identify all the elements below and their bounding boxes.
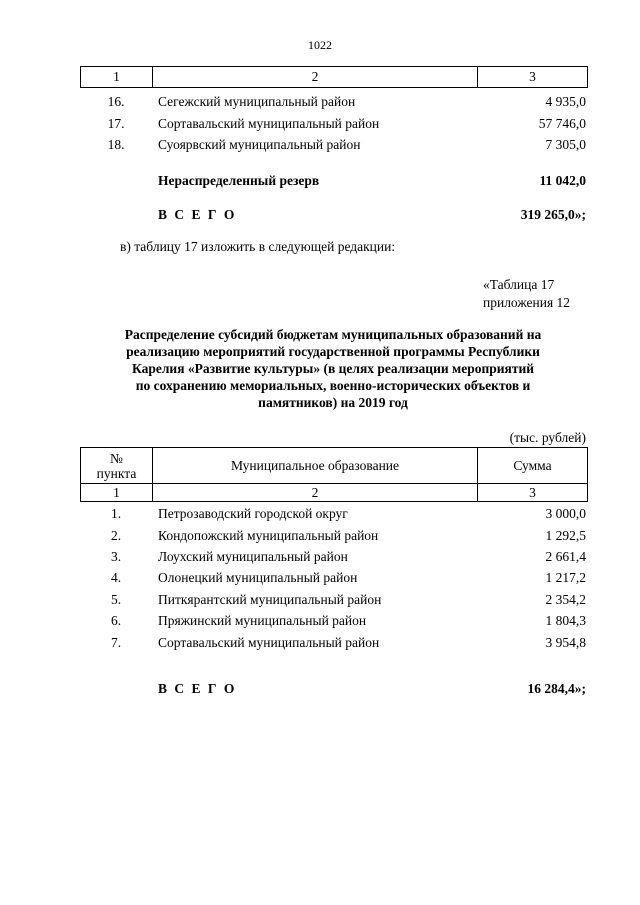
amount: 1 292,5 xyxy=(545,528,586,543)
title-line: реализацию мероприятий государственной программы Республики xyxy=(126,344,540,359)
municipality-name: Суоярвский муниципальный район xyxy=(158,137,361,152)
top-table-header xyxy=(80,66,588,88)
reserve-row xyxy=(0,172,640,190)
row-number: 3. xyxy=(110,549,122,564)
total-row xyxy=(0,680,640,698)
total-amount: 319 265,0»; xyxy=(520,207,586,222)
title-line: по сохранению мемориальных, военно-исторических объектов и xyxy=(135,378,531,393)
instruction-text: в) таблицу 17 изложить в следующей редакции: xyxy=(120,239,396,254)
header-number-sign: № xyxy=(110,450,123,466)
table-row xyxy=(0,634,640,652)
amount: 3 000,0 xyxy=(545,506,586,521)
table-row xyxy=(0,569,640,587)
total-row xyxy=(0,206,640,224)
total-label: В С Е Г О xyxy=(158,207,237,222)
row-number: 16. xyxy=(107,94,125,109)
reserve-amount: 11 042,0 xyxy=(539,173,586,188)
column-number-1: 1 xyxy=(81,484,153,502)
title-line: Распределение субсидий бюджетам муниципальных образований на xyxy=(124,327,542,342)
page-number: 1022 xyxy=(308,38,332,52)
table-row xyxy=(0,548,640,566)
row-number: 5. xyxy=(110,592,122,607)
municipality-name: Сегежский муниципальный район xyxy=(158,94,356,109)
main-table-header xyxy=(80,447,588,502)
table-row xyxy=(0,527,640,545)
title-line: памятников) на 2019 год xyxy=(258,395,408,410)
amount: 1 804,3 xyxy=(545,613,586,628)
amount: 3 954,8 xyxy=(545,635,586,650)
row-number: 1. xyxy=(110,506,122,521)
municipality-name: Петрозаводский городской округ xyxy=(158,506,348,521)
table-row xyxy=(0,591,640,609)
amount: 2 661,4 xyxy=(545,549,586,564)
column-number-2: 2 xyxy=(153,67,478,88)
amount: 7 305,0 xyxy=(545,137,586,152)
amount: 57 746,0 xyxy=(538,116,586,131)
table-row xyxy=(0,612,640,630)
amount: 2 354,2 xyxy=(545,592,586,607)
table-row xyxy=(0,93,640,111)
reserve-label: Нераспределенный резерв xyxy=(158,173,320,188)
title-line: Карелия «Развитие культуры» (в целях реализации мероприятий xyxy=(131,361,535,376)
row-number: 17. xyxy=(107,116,125,131)
municipality-name: Сортавальский муниципальный район xyxy=(158,116,380,131)
header-number-word: пункта xyxy=(96,465,137,481)
header-amount: Сумма xyxy=(478,448,588,484)
table-row xyxy=(0,136,640,154)
table-reference-line1: «Таблица 17 xyxy=(483,277,555,292)
row-number: 18. xyxy=(107,137,125,152)
table-row xyxy=(0,115,640,133)
municipality-name: Питкярантский муниципальный район xyxy=(158,592,382,607)
table-row xyxy=(0,505,640,523)
municipality-name: Олонецкий муниципальный район xyxy=(158,570,358,585)
amount: 1 217,2 xyxy=(545,570,586,585)
column-number-1: 1 xyxy=(81,67,153,88)
total-amount: 16 284,4»; xyxy=(527,681,586,696)
total-label: В С Е Г О xyxy=(158,681,237,696)
header-item-number xyxy=(81,448,153,484)
header-municipality: Муниципальное образование xyxy=(153,448,478,484)
table-reference xyxy=(483,276,570,312)
row-number: 7. xyxy=(110,635,122,650)
amount: 4 935,0 xyxy=(545,94,586,109)
row-number: 2. xyxy=(110,528,122,543)
column-number-3: 3 xyxy=(478,484,588,502)
municipality-name: Лоухский муниципальный район xyxy=(158,549,348,564)
row-number: 4. xyxy=(110,570,122,585)
municipality-name: Кондопожский муниципальный район xyxy=(158,528,379,543)
column-number-2: 2 xyxy=(153,484,478,502)
municipality-name: Пряжинский муниципальный район xyxy=(158,613,367,628)
municipality-name: Сортавальский муниципальный район xyxy=(158,635,380,650)
table-title xyxy=(80,326,586,411)
row-number: 6. xyxy=(110,613,122,628)
units-label: (тыс. рублей) xyxy=(509,430,586,445)
table-reference-line2: приложения 12 xyxy=(483,295,571,310)
column-number-3: 3 xyxy=(478,67,588,88)
